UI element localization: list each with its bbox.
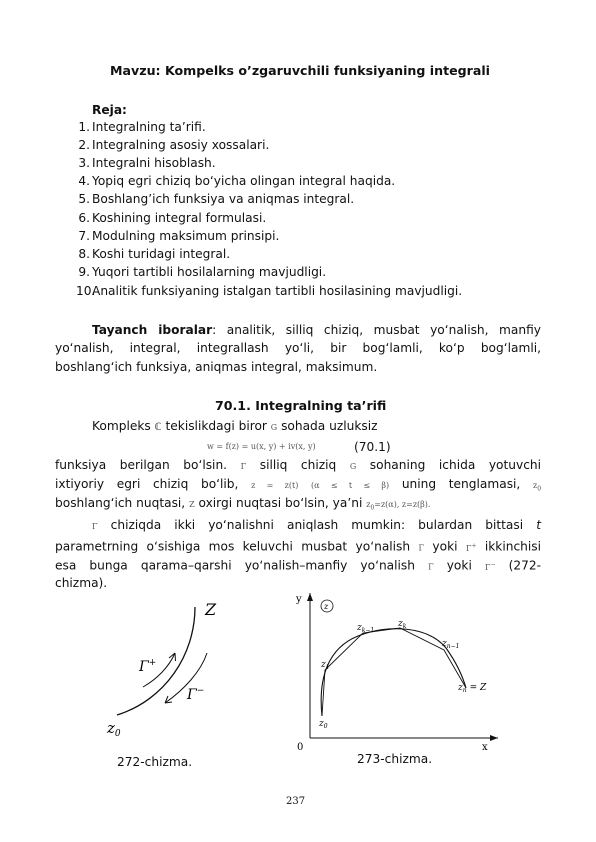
figure-272-caption: 272-chizma. xyxy=(117,755,193,769)
complex-plane-symbol: ℂ xyxy=(154,422,162,433)
plan-number: 9. xyxy=(78,265,90,279)
text-fragment: ixtiyoriy egri chiziq bo‘lib, xyxy=(55,477,239,491)
origin-label: 0 xyxy=(297,742,304,753)
symbol-gamma: Γ xyxy=(92,522,98,531)
label-z0: $z_0$ xyxy=(319,719,328,730)
plane-label: z xyxy=(324,602,329,611)
plan-number: 10. xyxy=(76,284,96,298)
text-fragment: (272- xyxy=(508,558,542,573)
text-fragment: yoki xyxy=(432,539,458,554)
text-fragment: oxirgi nuqtasi bo‘lsin, ya’ni xyxy=(198,496,363,510)
plan-item: Integralni hisoblash. xyxy=(92,156,216,170)
section-heading: 70.1. Integralning ta’rifi xyxy=(215,398,387,413)
text-fragment: Kompleks xyxy=(92,419,151,433)
paragraph-line xyxy=(92,517,541,535)
symbol-G: G xyxy=(270,423,278,432)
plan-item: Koshining integral formulasi. xyxy=(92,211,267,225)
plan-number: 7. xyxy=(78,229,90,243)
plan-item: Boshlang’ich funksiya va aniqmas integral. xyxy=(92,192,355,206)
plan-number: 1. xyxy=(78,120,90,134)
label-zn-1: $z_{n-1}$ xyxy=(442,639,460,650)
keywords-text: : analitik, silliq chiziq, musbat yo‘nalish, manfiy xyxy=(212,323,541,337)
plan-item: Analitik funksiyaning istalgan tartibli hosilasining mavjudligi. xyxy=(92,284,463,298)
y-axis-arrow xyxy=(307,593,313,601)
plan-heading: Reja: xyxy=(92,103,127,117)
text-fragment: tekislikdagi biror xyxy=(165,419,267,433)
symbol-z0: $z_0$ xyxy=(532,481,542,493)
text-fragment: yoki xyxy=(446,558,472,573)
keywords-line: yo‘nalish, integral, integrallash yo‘li, bir bog‘lamli, ko‘p bog‘lamli, xyxy=(55,341,541,355)
paragraph-line xyxy=(55,456,541,476)
page-title: Mavzu: Kompelks o’zgaruvchili funksiyaning integrali xyxy=(110,63,490,78)
endpoint-formula: $z_0=z(\alpha)$, z=z(β). xyxy=(366,500,431,512)
text-fragment: parametrning o‘sishiga mos keluvchi musbat yo‘nalish xyxy=(55,539,411,554)
symbol-gamma: Γ xyxy=(240,462,247,471)
axis-y-label: y xyxy=(296,594,302,605)
paragraph-line: chizma). xyxy=(55,576,108,590)
plan-number: 6. xyxy=(78,211,90,225)
paragraph-line xyxy=(55,555,541,577)
equation-number: (70.1) xyxy=(354,440,391,454)
symbol-gamma: Γ xyxy=(428,562,434,572)
figure-273 xyxy=(288,588,503,758)
symbol-gamma: Γ xyxy=(418,543,425,553)
plan-item: Yopiq egri chiziq bo‘yicha olingan integral haqida. xyxy=(92,174,396,188)
symbol-t: t xyxy=(536,518,541,532)
plan-item: Integralning asosiy xossalari. xyxy=(92,138,270,152)
text-fragment: ikkinchisi xyxy=(484,539,542,554)
text-fragment: uning tenglamasi, xyxy=(401,477,521,491)
label-zk-1: $z_{k-1}$ xyxy=(357,623,375,634)
text-fragment: funksiya berilgan bo‘lsin. xyxy=(55,458,228,472)
label-zn: $z_n = Z$ xyxy=(458,683,487,694)
text-fragment: boshlang‘ich nuqtasi, xyxy=(55,496,186,510)
plan-number: 5. xyxy=(78,192,90,206)
keywords-line xyxy=(92,322,541,338)
text-fragment: silliq chiziq xyxy=(259,458,337,472)
label-Z: Z xyxy=(205,600,217,619)
plan-number: 3. xyxy=(78,156,90,170)
plan-item: Koshi turidagi integral. xyxy=(92,247,231,261)
label-zk: $z_k$ xyxy=(398,619,407,630)
symbol-gamma-plus: Γ+ xyxy=(465,542,477,553)
label-gamma-minus: Γ− xyxy=(187,686,205,703)
plan-item: Modulning maksimum prinsipi. xyxy=(92,229,280,243)
page-number: 237 xyxy=(286,796,306,807)
plan-item: Integralning ta’rifi. xyxy=(92,120,206,134)
symbol-Z: Z xyxy=(189,500,195,509)
paragraph-line xyxy=(55,494,541,518)
paragraph-line xyxy=(92,418,378,436)
symbol-gamma-minus: Γ− xyxy=(484,561,496,572)
keywords-line: boshlang‘ich funksiya, aniqmas integral, maksimum. xyxy=(55,360,378,374)
text-fragment: esa bunga qarama–qarshi yo‘nalish–manfiy yo‘nalish xyxy=(55,558,415,573)
label-z1: $z_1$ xyxy=(321,660,330,671)
figure-272 xyxy=(95,595,245,745)
label-z0: $z_0$ xyxy=(107,719,121,739)
text-fragment: sohada uzluksiz xyxy=(281,419,378,433)
text-fragment: chiziqda ikki yo‘nalishni aniqlash mumkin: bulardan bittasi xyxy=(110,518,524,532)
plan-item: Yuqori tartibli hosilalarning mavjudligi. xyxy=(92,265,327,279)
figure-273-caption: 273-chizma. xyxy=(357,752,433,766)
plan-number: 8. xyxy=(78,247,90,261)
keywords-label: Tayanch iboralar xyxy=(92,323,213,337)
x-axis-arrow xyxy=(490,735,498,741)
plan-number: 4. xyxy=(78,174,90,188)
text-fragment: sohaning ichida yotuvchi xyxy=(369,458,542,472)
parameter-range: (α ≤ t ≤ β) xyxy=(310,481,390,490)
plan-number: 2. xyxy=(78,138,90,152)
formula: w = f(z) = u(x, y) + iv(x, y) xyxy=(207,442,316,451)
axis-x-label: x xyxy=(482,742,488,753)
symbol-G: G xyxy=(349,462,357,471)
label-gamma-plus: Γ+ xyxy=(139,658,157,675)
curve-equation: z = z(t) xyxy=(251,481,299,490)
